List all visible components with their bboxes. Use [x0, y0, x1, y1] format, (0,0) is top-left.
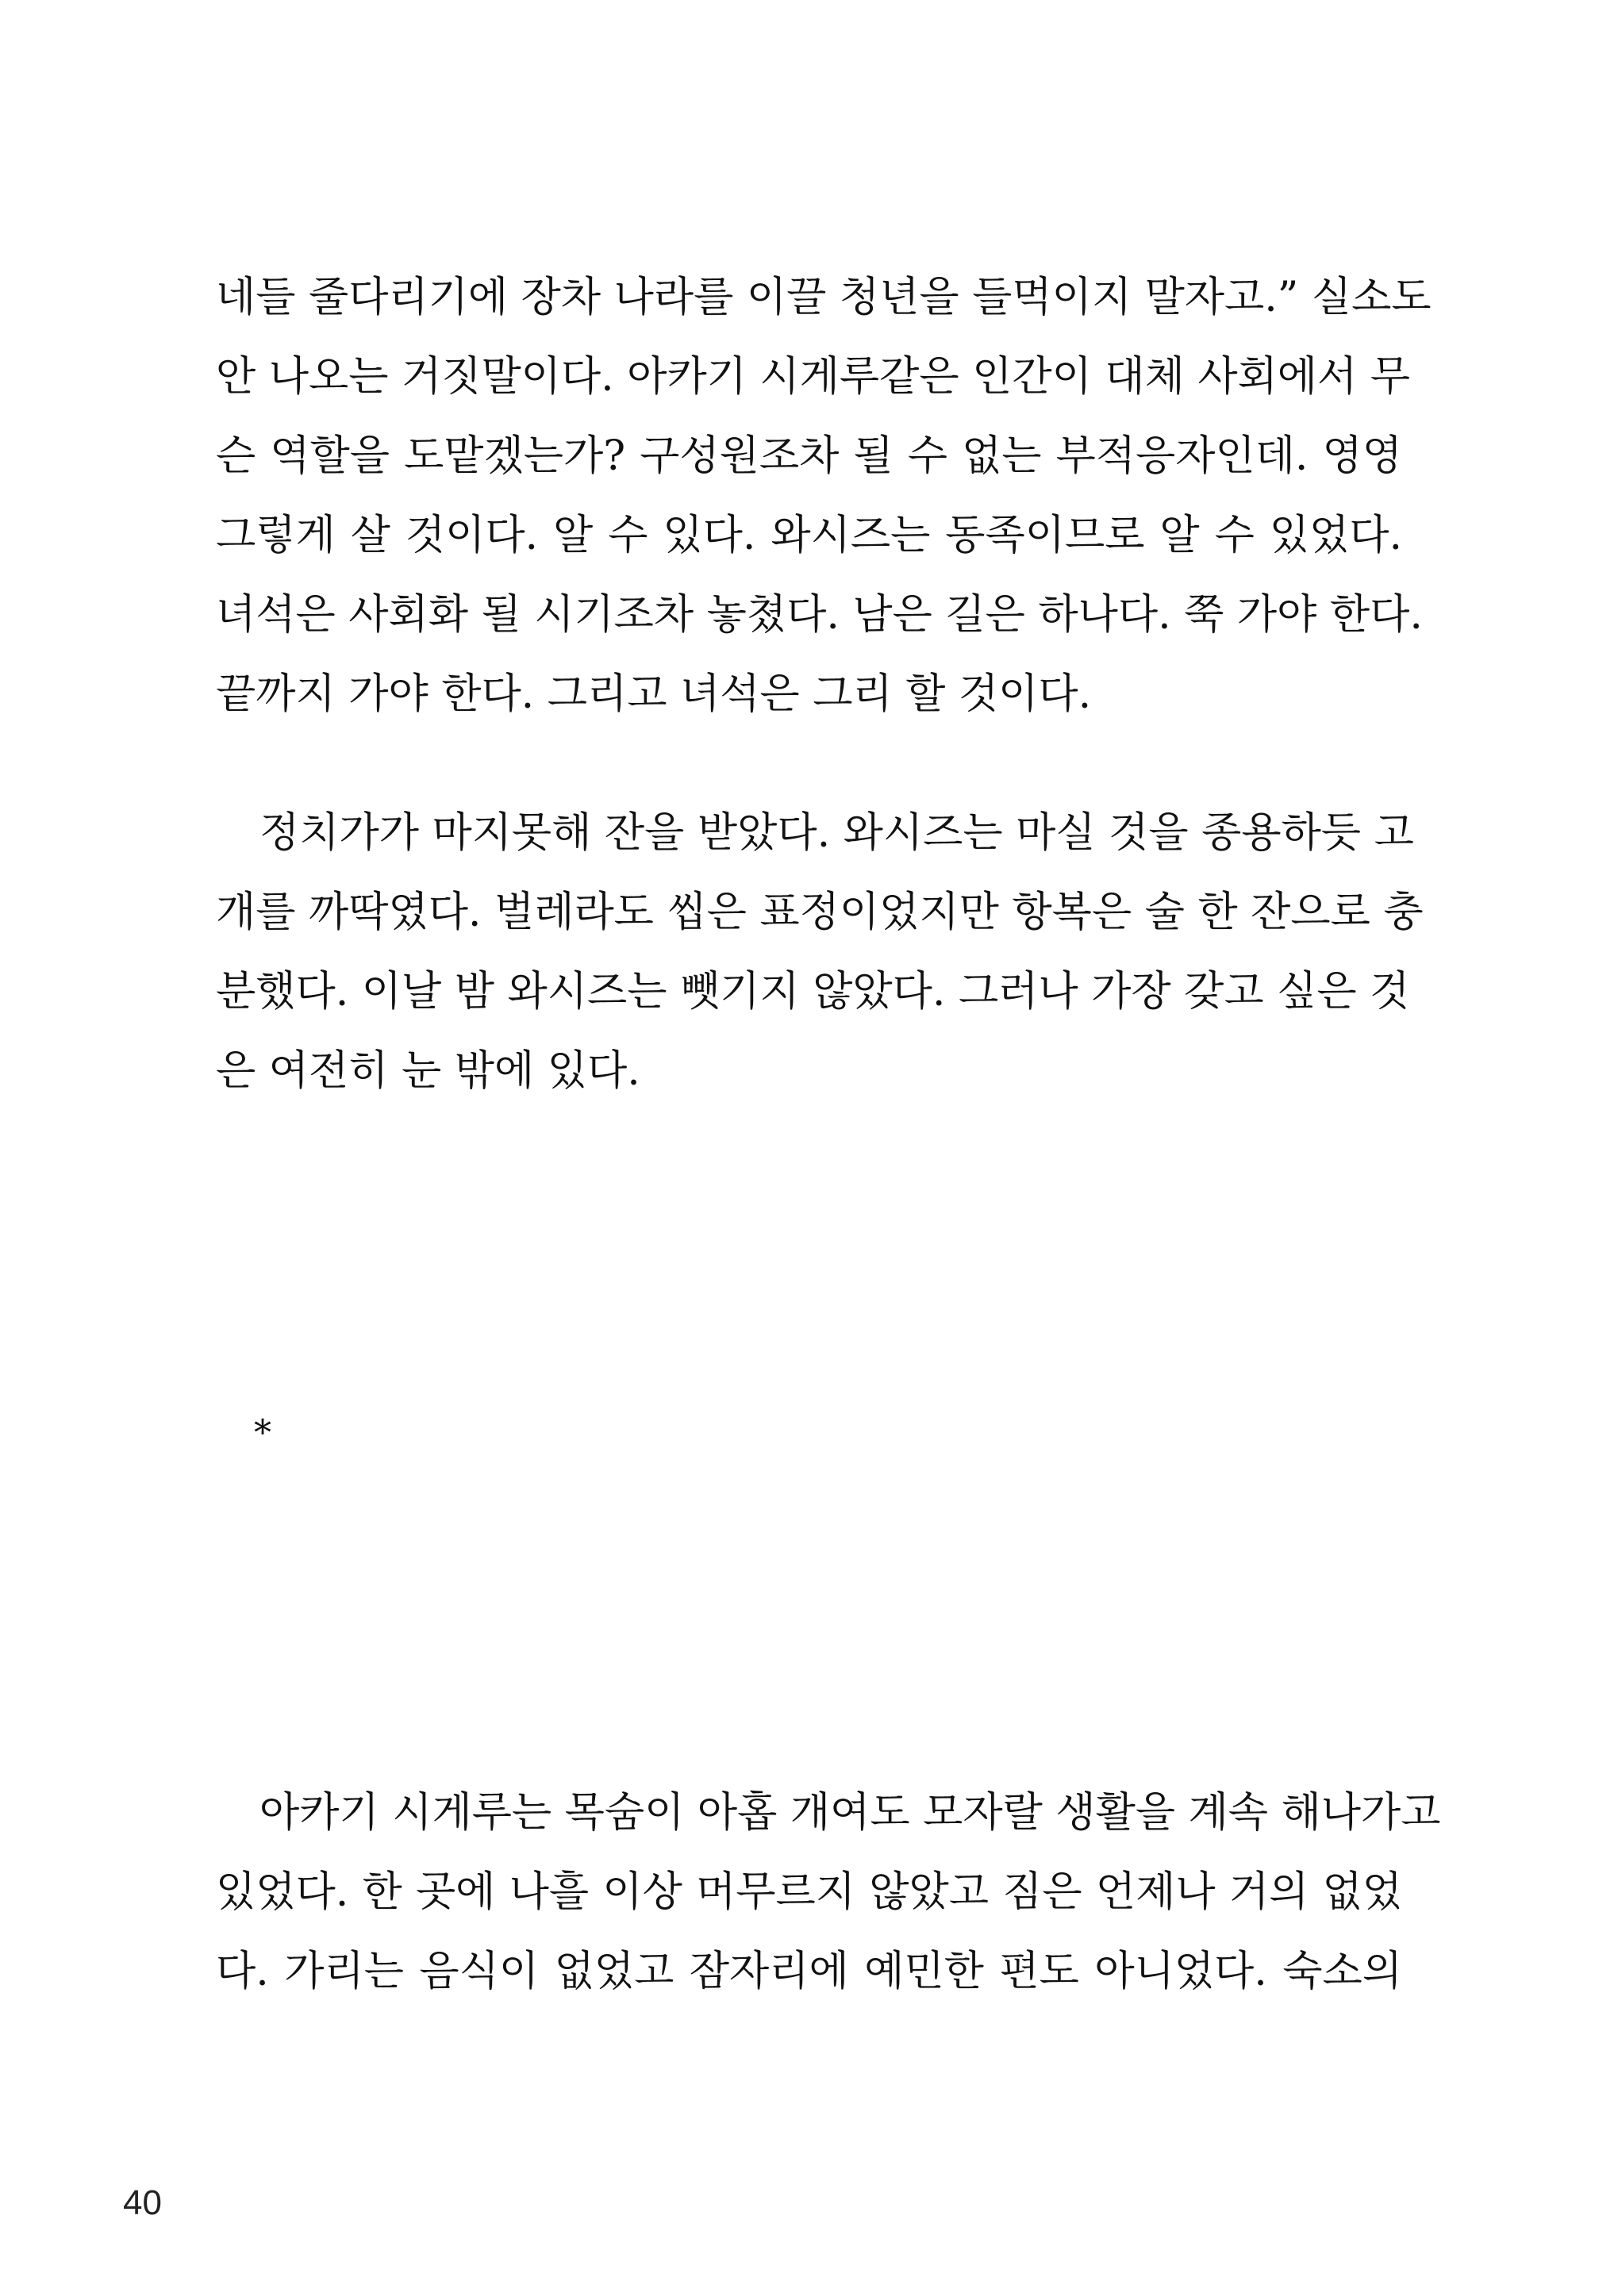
paragraph-1-line-3: 슨 역할을 도맡겠는가? 구성원조차 될 수 없는 부적응자인데. 영영 — [216, 432, 1402, 480]
paragraph-1-line-1: 네들 줄다리기에 장차 나라를 이끌 청년을 들먹이지 말자고.” 실소도 — [216, 274, 1432, 321]
paragraph-1-line-2: 안 나오는 거짓말이다. 아카기 시게루같은 인간이 대체 사회에서 무 — [216, 353, 1411, 401]
paragraph-2-line-3: 분했다. 이날 밤 와시즈는 뺏기지 않았다. 그러나 가장 갖고 싶은 것 — [216, 968, 1410, 1016]
paragraph-2-line-1: 정치가가 마지못해 잔을 받았다. 와시즈는 마실 것을 종용하듯 고 — [259, 809, 1414, 857]
paragraph-3-line-2: 있었다. 한 곳에 나흘 이상 머무르지 않았고 짐은 언제나 거의 없었 — [216, 1868, 1402, 1916]
paragraph-1-line-5: 녀석은 사회화 될 시기조차 놓쳤다. 남은 길은 하나다. 쭉 가야 한다. — [216, 591, 1423, 639]
paragraph-3-line-3: 다. 가리는 음식이 없었고 잠자리에 예민한 편도 아니었다. 숙소의 — [216, 1948, 1402, 1995]
paragraph-3-line-1: 아카기 시게루는 목숨이 아홉 개여도 모자랄 생활을 계속 해나가고 — [259, 1789, 1441, 1837]
paragraph-1-line-4: 그렇게 살 것이다. 알 수 있다. 와시즈는 동족이므로 알 수 있었다. — [216, 512, 1402, 559]
paragraph-2-line-4: 은 여전히 눈 밖에 있다. — [216, 1047, 640, 1095]
paragraph-1-line-6: 끝까지 가야 한다. 그리고 녀석은 그리 할 것이다. — [216, 670, 1092, 718]
paragraph-2-line-2: 개를 까딱였다. 벌레라도 씹은 표정이었지만 항복은 술 한 잔으로 충 — [216, 889, 1424, 936]
section-break-asterisk: * — [254, 1413, 271, 1453]
page-number: 40 — [123, 2183, 162, 2222]
